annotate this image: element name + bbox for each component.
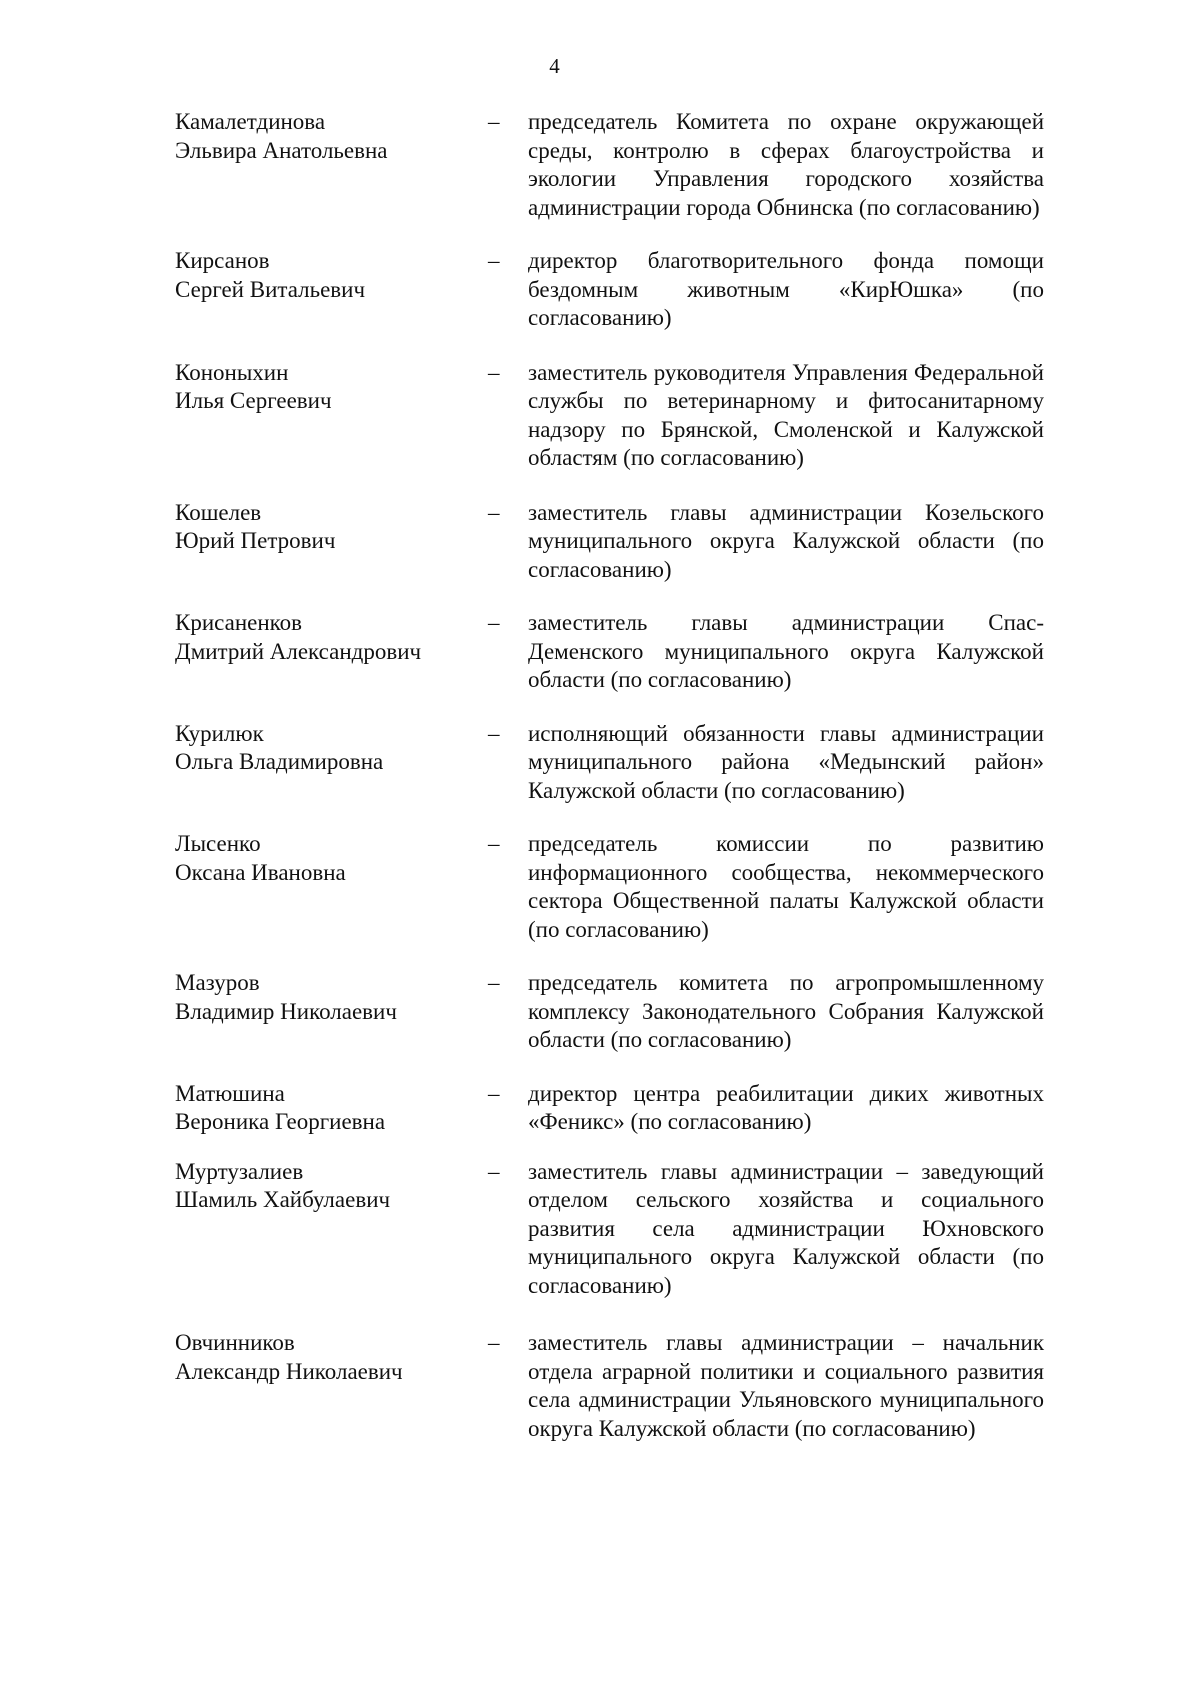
dash-separator: – <box>488 1080 500 1106</box>
member-surname: Муртузалиев <box>175 1158 304 1184</box>
dash-separator: – <box>488 499 500 525</box>
member-entry <box>0 108 1109 222</box>
member-entry <box>0 1329 1109 1443</box>
dash-separator: – <box>488 248 500 273</box>
member-given-names: Дмитрий Александрович <box>175 638 422 664</box>
member-position: заместитель главы администрации Спас-Деменского муниципального округа Калужской области (по согласованию) <box>528 610 1044 692</box>
member-position: директор центра реабилитации диких животных «Феникс» (по согласованию) <box>528 1080 1044 1134</box>
member-surname: Курилюк <box>175 720 264 746</box>
member-entry <box>0 359 1109 473</box>
dash-separator: – <box>488 970 500 995</box>
member-position: председатель комитета по агропромышленному комплексу Законодательного Собрания Калужской области (по согласованию) <box>528 970 1044 1052</box>
member-entry <box>0 720 1109 806</box>
dash-separator: – <box>488 109 500 134</box>
member-given-names: Оксана Ивановна <box>175 859 346 885</box>
member-entry <box>0 609 1109 695</box>
dash-separator: – <box>488 1158 500 1184</box>
member-name <box>175 1080 475 1137</box>
member-surname: Кононыхин <box>175 359 289 385</box>
member-name <box>175 499 475 556</box>
member-given-names: Юрий Петрович <box>175 528 336 553</box>
member-position: заместитель главы администрации – начальник отдела аграрной политики и социального развития села администрации Ульяновского муниципального округа Калужской области (по согласованию) <box>528 1330 1044 1441</box>
dash-separator: – <box>488 720 500 746</box>
member-position: заместитель руководителя Управления Федеральной службы по ветеринарному и фитосанитарному надзору по Брянской, Смоленской и Калужской областям (по согласованию) <box>528 359 1044 470</box>
member-entry <box>0 1080 1109 1137</box>
member-given-names: Александр Николаевич <box>175 1358 403 1384</box>
member-surname: Крисаненков <box>175 610 303 635</box>
member-position: председатель Комитета по охране окружающей среды, контролю в сферах благоустройства и экологии Управления городского хозяйства администрации города Обнинска (по согласованию) <box>528 109 1044 220</box>
member-position: заместитель главы администрации – заведующий отделом сельского хозяйства и социального развития села администрации Юхновского муниципального округа Калужской области (по согласованию) <box>528 1158 1044 1298</box>
member-name <box>175 969 475 1026</box>
dash-separator: – <box>488 359 500 385</box>
member-position: исполняющий обязанности главы администрации муниципального района «Медынский район» Калужской области (по согласованию) <box>528 720 1044 803</box>
member-name <box>175 830 475 887</box>
member-given-names: Шамиль Хайбулаевич <box>175 1187 391 1212</box>
member-given-names: Илья Сергеевич <box>175 388 332 413</box>
member-list <box>0 108 1109 1443</box>
member-given-names: Сергей Витальевич <box>175 276 366 302</box>
member-surname: Мазуров <box>175 970 260 995</box>
member-entry <box>0 830 1109 944</box>
member-name <box>175 720 475 777</box>
member-surname: Овчинников <box>175 1330 295 1355</box>
member-given-names: Вероника Георгиевна <box>175 1109 386 1134</box>
member-entry <box>0 1158 1109 1301</box>
member-surname: Камалетдинова <box>175 109 326 134</box>
member-position: заместитель главы администрации Козельского муниципального округа Калужской области (по согласованию) <box>528 499 1044 582</box>
dash-separator: – <box>488 610 500 635</box>
member-entry <box>0 499 1109 585</box>
page-number: 4 <box>549 54 560 78</box>
member-position: директор благотворительного фонда помощи бездомным животным «КирЮшка» (по согласованию) <box>528 248 1044 330</box>
dash-separator: – <box>488 831 500 856</box>
member-given-names: Владимир Николаевич <box>175 998 397 1024</box>
member-entry <box>0 969 1109 1055</box>
member-entry <box>0 247 1109 333</box>
dash-separator: – <box>488 1330 500 1355</box>
member-name <box>175 108 475 165</box>
member-name <box>175 1158 475 1215</box>
member-surname: Кошелев <box>175 499 262 525</box>
member-given-names: Ольга Владимировна <box>175 749 384 774</box>
member-name <box>175 247 475 304</box>
member-surname: Кирсанов <box>175 248 270 273</box>
member-given-names: Эльвира Анатольевна <box>175 137 388 163</box>
member-position: председатель комиссии по развитию информационного сообщества, некоммерческого сектора Общественной палаты Калужской области (по согласованию) <box>528 831 1044 942</box>
member-surname: Матюшина <box>175 1080 285 1106</box>
member-surname: Лысенко <box>175 831 261 856</box>
member-name <box>175 609 475 666</box>
member-name <box>175 1329 475 1386</box>
member-name <box>175 359 475 416</box>
